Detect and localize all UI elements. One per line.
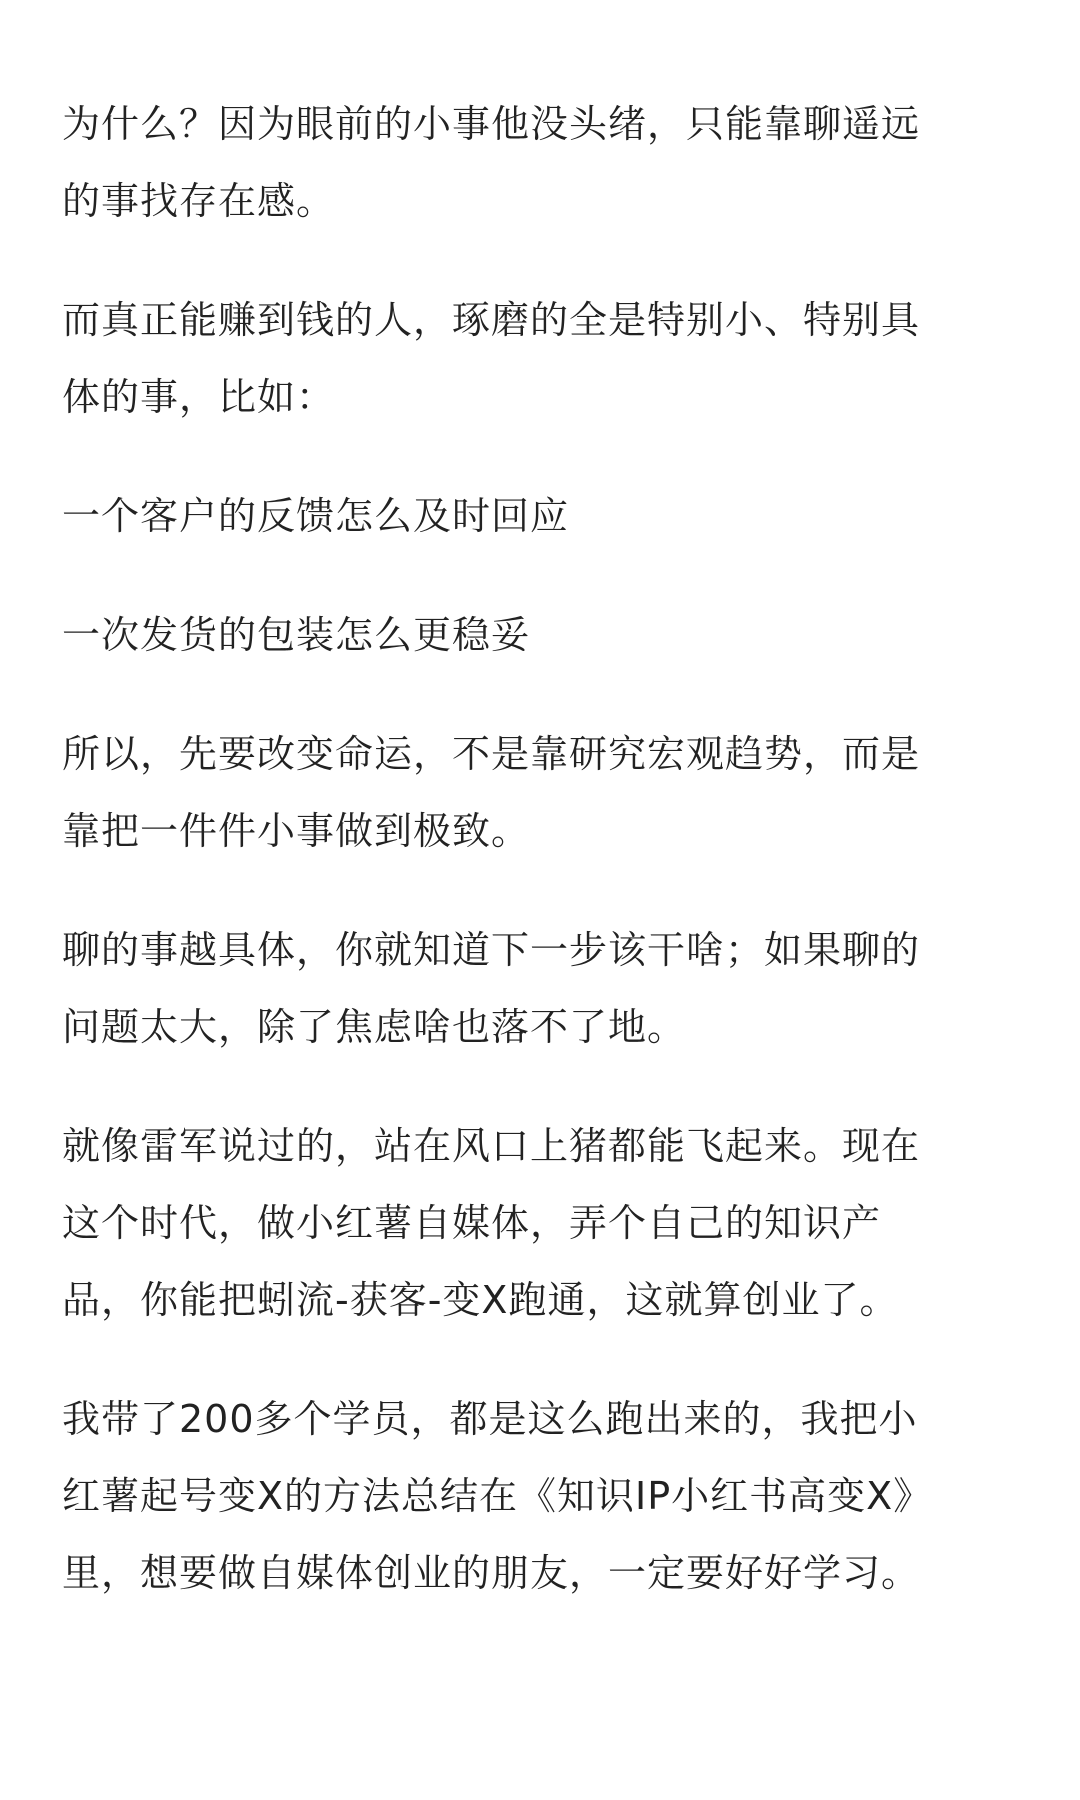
paragraph-lei-jun: 就像雷军说过的，站在风口上猪都能飞起来。现在 这个时代，做小红薯自媒体，弄个自己的知识产 品，你能把蚓流-获客-变X跑通，这就算创业了。 bbox=[62, 1124, 921, 1322]
paragraph-students: 我带了200多个学员，都是这么跑出来的，我把小 红薯起号变X的方法总结在《知识IP小红书高变X》 里，想要做自媒体创业的朋友，一定要好好学习。 bbox=[62, 1397, 933, 1595]
paragraph-be-specific: 聊的事越具体，你就知道下一步该干啥；如果聊的 问题太大，除了焦虑啥也落不了地。 bbox=[62, 928, 921, 1049]
paragraph-change-fate: 所以，先要改变命运，不是靠研究宏观趋势，而是 靠把一件件小事做到极致。 bbox=[62, 732, 921, 853]
article-body bbox=[62, 86, 1027, 1654]
paragraph-real-earners: 而真正能赚到钱的人，琢磨的全是特别小、特别具 体的事，比如： bbox=[62, 298, 921, 419]
paragraph-example-packaging: 一次发货的包装怎么更稳妥 bbox=[62, 613, 531, 657]
paragraph-why: 为什么？因为眼前的小事他没头绪，只能靠聊遥远 的事找存在感。 bbox=[62, 102, 921, 223]
paragraph-example-feedback: 一个客户的反馈怎么及时回应 bbox=[62, 494, 570, 538]
